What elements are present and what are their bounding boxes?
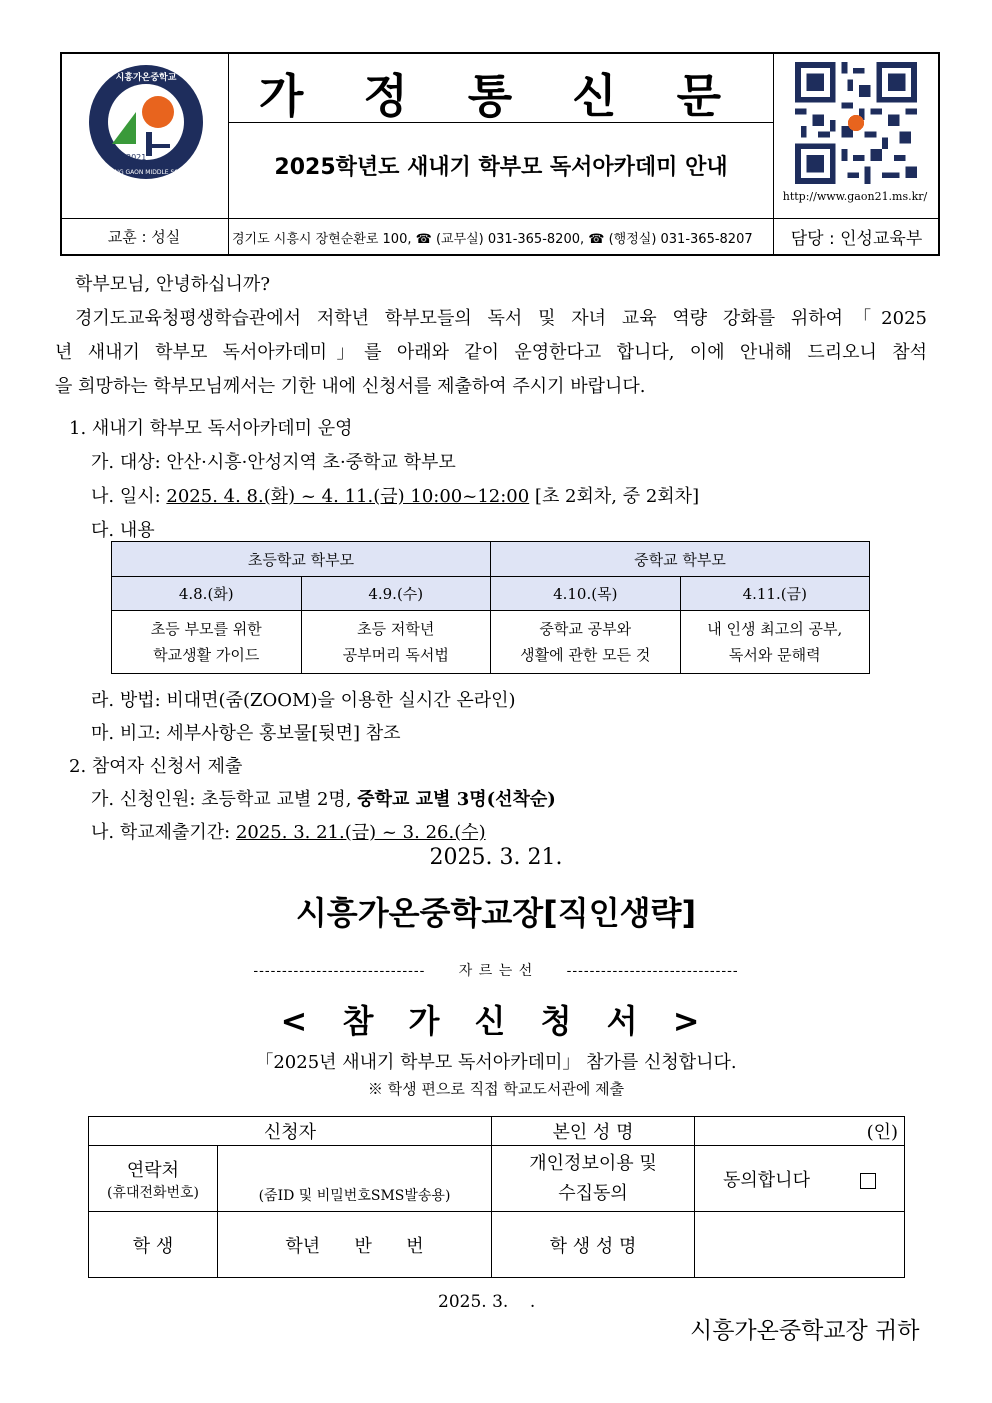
addressee: 시흥가온중학교장 귀하 — [690, 1318, 920, 1344]
session-count: [초 2회차, 중 2회차] — [529, 486, 700, 507]
intro-line-1: 경기도교육청평생학습관에서 저학년 학부모들의 독서 및 자녀 교육 역량 강화를 위하여「2025 — [75, 308, 927, 329]
topic-line: 공부머리 독서법 — [342, 646, 449, 664]
school-motto: 교훈 : 성실 — [107, 228, 181, 246]
item-quota — [55, 783, 927, 816]
topic-line: 초등 부모를 위한 — [150, 620, 262, 638]
applicant-label: 신청자 — [89, 1117, 492, 1146]
letter-body — [55, 268, 927, 548]
group-elementary: 초등학교 학부모 — [112, 542, 491, 577]
department: 담당 : 인성교육부 — [790, 229, 923, 249]
contact-sublabel: (휴대전화번호) — [106, 1184, 200, 1201]
application-date: 2025. 3. . — [438, 1292, 536, 1312]
dashes-right: ------------------------------ — [566, 963, 739, 979]
topic-cell — [112, 611, 302, 674]
greeting: 학부모님, 안녕하십니까? — [75, 274, 270, 295]
name-field[interactable]: (인) — [695, 1117, 905, 1146]
divider — [773, 54, 774, 254]
date-cell: 4.9.(수) — [301, 577, 491, 611]
consent-label: 개인정보이용 및 — [529, 1152, 657, 1174]
topic-line: 내 인생 최고의 공부, — [707, 620, 843, 638]
cut-line — [80, 960, 912, 980]
date-cell: 4.8.(화) — [112, 577, 302, 611]
principal-signature: 시흥가온중학교장[직인생략] — [295, 894, 697, 932]
schedule-table — [111, 541, 870, 674]
event-dates: 2025. 4. 8.(화) ~ 4. 11.(금) 10:00~12:00 — [166, 486, 530, 507]
item-method: 라. 방법: 비대면(줌(ZOOM)을 이용한 실시간 온라인) — [91, 690, 516, 711]
quota-text: 가. 신청인원: 초등학교 교별 2명, — [91, 789, 358, 810]
item-label: 나. 학교제출기간: — [91, 822, 236, 843]
application-note: ※ 학생 편으로 직접 학교도서관에 제출 — [367, 1080, 625, 1098]
quota-middle-school: 중학교 교별 3명(선착순) — [357, 789, 556, 810]
student-name-label: 학 생 성 명 — [492, 1212, 695, 1278]
intro-line-2: 년 새내기 학부모 독서아카데미」를 아래와 같이 운영한다고 합니다, 이에 안내해 드리오니 참석 — [55, 342, 927, 363]
divider — [228, 54, 229, 254]
consent-text: 동의합니다 — [723, 1169, 810, 1191]
consent-label-cell — [492, 1146, 695, 1212]
school-url: http://www.gaon21.ms.kr/ — [782, 190, 928, 203]
letter-body-continued — [55, 684, 927, 849]
topic-cell — [491, 611, 681, 674]
topic-line: 생활에 관한 모든 것 — [520, 646, 651, 664]
section-1-heading: 1. 새내기 학부모 독서아카데미 운영 — [69, 418, 353, 439]
consent-label: 수집동의 — [558, 1182, 628, 1204]
contact-label-cell — [89, 1146, 218, 1212]
school-logo — [88, 64, 204, 180]
item-label: 나. 일시: — [91, 486, 167, 507]
issue-date: 2025. 3. 21. — [429, 845, 563, 870]
submission-period: 2025. 3. 21.(금) ~ 3. 26.(수) — [235, 822, 486, 843]
consent-checkbox[interactable] — [860, 1173, 876, 1189]
item-schedule — [55, 480, 927, 514]
logo-top-text: 시흥가온중학교 — [115, 73, 177, 83]
date-cell: 4.11.(금) — [680, 577, 870, 611]
date-cell: 4.10.(목) — [491, 577, 681, 611]
page-title: 가 정 통 신 문 — [258, 69, 744, 123]
logo-bottom-text: SIHEUNG GAON MIDDLE SCHOOL — [96, 169, 196, 176]
item-note: 마. 비고: 세부사항은 홍보물[뒷면] 참조 — [91, 723, 401, 744]
school-address: 경기도 시흥시 장현순환로 100, ☎ (교무실) 031-365-8200, ☎ (행정실) 031-365-8207 — [232, 232, 753, 247]
group-middle: 중학교 학부모 — [491, 542, 870, 577]
section-2-heading: 2. 참여자 신청서 제출 — [69, 756, 243, 777]
application-statement: 「2025년 새내기 학부모 독서아카데미」 참가를 신청합니다. — [255, 1052, 737, 1073]
student-label: 학 생 — [89, 1212, 218, 1278]
logo-year: 2021 — [126, 153, 147, 162]
application-title: < 참 가 신 청 서 > — [280, 1002, 712, 1040]
topic-line: 독서와 문해력 — [728, 646, 821, 664]
topic-cell — [301, 611, 491, 674]
item-content: 다. 내용 — [91, 520, 155, 541]
topic-cell — [680, 611, 870, 674]
page-subtitle: 2025학년도 새내기 학부모 독서아카데미 안내 — [274, 155, 728, 180]
student-name-field[interactable] — [695, 1212, 905, 1278]
intro-line-3: 을 희망하는 학부모님께서는 기한 내에 신청서를 제출하여 주시기 바랍니다. — [55, 376, 646, 397]
contact-label: 연락처 — [126, 1159, 180, 1181]
name-label: 본인 성 명 — [492, 1117, 695, 1146]
topic-line: 초등 저학년 — [357, 620, 435, 638]
topic-line: 중학교 공부와 — [539, 620, 632, 638]
consent-cell — [695, 1146, 905, 1212]
cut-line-label: 자 르 는 선 — [458, 963, 534, 979]
divider — [62, 218, 938, 219]
contact-field[interactable]: (줌ID 및 비밀번호SMS발송용) — [218, 1146, 492, 1212]
item-target: 가. 대상: 안산·시흥·안성지역 초·중학교 학부모 — [91, 452, 456, 473]
qr-code-icon — [795, 62, 917, 184]
application-form — [88, 1116, 905, 1278]
topic-line: 학교생활 가이드 — [153, 646, 260, 664]
grade-class-field[interactable]: 학년 반 번 — [218, 1212, 492, 1278]
dashes-left: ------------------------------ — [253, 963, 426, 979]
